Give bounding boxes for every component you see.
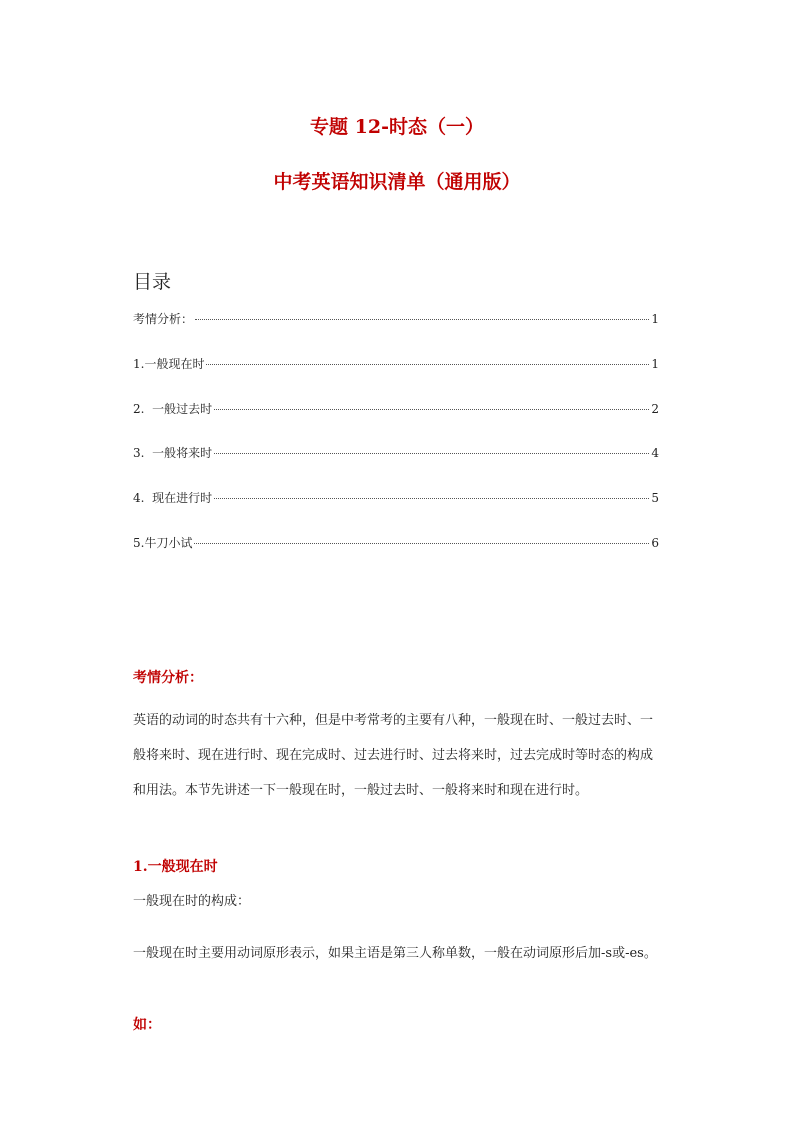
toc-page-number: 5: [651, 491, 659, 506]
toc-entry-label: 3. 一般将来时: [133, 446, 213, 461]
form-label: 一般现在时的构成：: [133, 894, 251, 909]
toc-page-number: 6: [651, 535, 659, 550]
example-label: 如：: [133, 1017, 161, 1033]
toc-entry-analysis[interactable]: [133, 311, 659, 356]
table-of-contents: [133, 311, 659, 580]
toc-dot-leader: [214, 498, 649, 499]
toc-page-number: 1: [651, 312, 659, 326]
toc-entry-present-simple[interactable]: [133, 356, 659, 401]
toc-entry-label: 1.一般现在时: [133, 356, 205, 371]
analysis-heading: 考情分析：: [133, 670, 203, 686]
toc-page-number: 2: [651, 401, 659, 416]
toc-entry-label: 5.牛刀小试: [133, 535, 193, 550]
document-subtitle: 中考英语知识清单（通用版）: [273, 171, 521, 193]
toc-entry-label: 2. 一般过去时: [133, 401, 213, 416]
toc-page-number: 1: [651, 356, 659, 371]
document-title: 专题 12-时态（一）: [310, 116, 484, 138]
toc-entry-label: 考情分析：: [133, 312, 194, 326]
toc-entry-practice[interactable]: [133, 535, 659, 580]
toc-entry-label: 4. 现在进行时: [133, 491, 213, 506]
toc-dot-leader: [214, 453, 649, 454]
section-heading-present-simple: 1.一般现在时: [133, 859, 218, 875]
toc-entry-future-simple[interactable]: [133, 445, 659, 490]
form-description: 一般现在时主要用动词原形表示，如果主语是第三人称单数，一般在动词原形后加-s或-es。: [133, 946, 657, 961]
toc-entry-present-continuous[interactable]: [133, 490, 659, 535]
toc-dot-leader: [214, 409, 649, 410]
toc-dot-leader: [195, 319, 649, 320]
toc-page-number: 4: [651, 446, 659, 461]
toc-entry-past-simple[interactable]: [133, 401, 659, 446]
toc-dot-leader: [206, 364, 649, 365]
analysis-paragraph: 英语的动词的时态共有十六种，但是中考常考的主要有八种，一般现在时、一般过去时、一般将来时、现在进行时、现在完成时、过去进行时、过去将来时，过去完成时等时态的构成和用法。本节先讲述一下一般现在时，一般过去时、一般将来时和现在进行时。: [133, 713, 654, 798]
toc-dot-leader: [194, 543, 649, 544]
toc-heading: 目录: [133, 271, 172, 293]
